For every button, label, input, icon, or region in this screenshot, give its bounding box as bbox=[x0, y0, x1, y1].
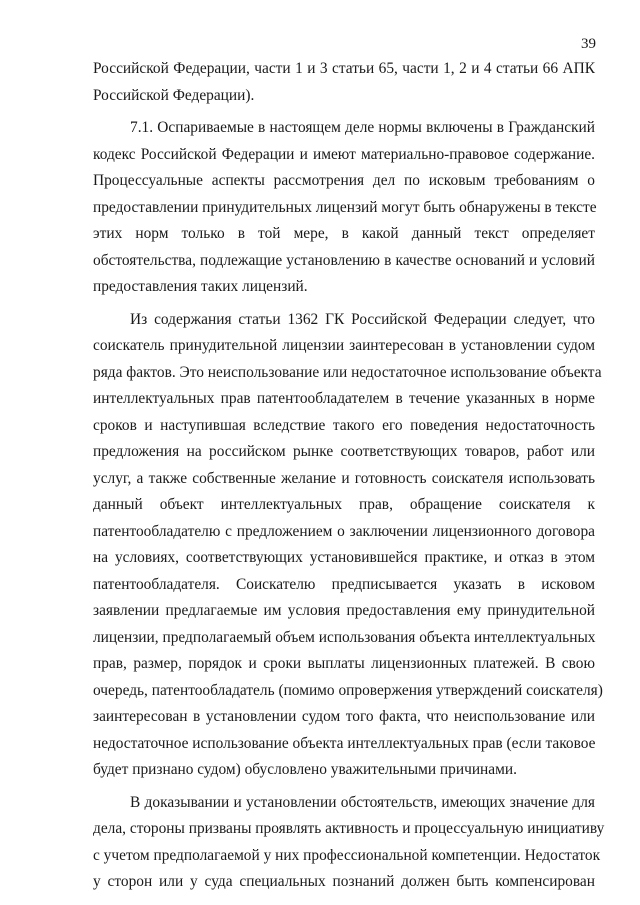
text-line: патентообладателя. Соискателю предписывается указать в исковом bbox=[93, 575, 595, 593]
text-line: заявлении предлагаемые им условия предоставления ему принудительной bbox=[93, 602, 595, 619]
text-line: этих норм только в той мере, в какой данный текст определяет bbox=[93, 225, 595, 242]
text-line: интеллектуальных прав патентообладателем в течение указанных в норме bbox=[93, 390, 595, 407]
page-number: 39 bbox=[581, 36, 596, 52]
text-line: очередь, патентообладатель (помимо опровержения утверждений соискателя) bbox=[93, 681, 603, 699]
text-line: Процессуальные аспекты рассмотрения дел по исковым требованиям о bbox=[93, 172, 595, 189]
text-line: прав, размер, порядок и сроки выплаты лицензионных платежей. В свою bbox=[93, 655, 595, 672]
text-line: предоставлении принудительных лицензий могут быть обнаружены в тексте bbox=[93, 198, 597, 216]
text-line: 7.1. Оспариваемые в настоящем деле нормы включены в Гражданский bbox=[130, 119, 595, 136]
text-line: у сторон или у суда специальных познаний должен быть компенсирован bbox=[93, 873, 595, 890]
text-line: ряда фактов. Это неиспользование или недостаточное использование объекта bbox=[93, 363, 602, 381]
text-line: заинтересован в установлении судом того факта, что неиспользование или bbox=[93, 708, 595, 725]
text-line: на условиях, соответствующих установившейся практике, и отказ в этом bbox=[93, 549, 595, 566]
text-line: будет признано судом) обусловлено уважительными причинами. bbox=[93, 761, 517, 778]
text-line: соискатель принудительной лицензии заинтересован в установлении судом bbox=[93, 337, 595, 354]
text-line: лицензии, предполагаемый объем использования объекта интеллектуальных bbox=[93, 628, 596, 646]
text-line: недостаточное использование объекта интеллектуальных прав (если таковое bbox=[93, 734, 596, 752]
text-line: Российской Федерации). bbox=[93, 86, 255, 104]
text-line: сроков и наступившая вследствие такого его поведения недостаточность bbox=[93, 416, 595, 434]
paragraph bbox=[93, 307, 603, 784]
paragraph bbox=[93, 56, 595, 109]
document-body bbox=[93, 56, 605, 896]
text-line: услуг, а также собственные желание и готовность соискателя использовать bbox=[93, 469, 595, 487]
text-line: патентообладателю с предложением о заключении лицензионного договора bbox=[93, 522, 595, 540]
text-line: кодекс Российской Федерации и имеют материально-правовое содержание. bbox=[93, 145, 595, 163]
text-line: дела, стороны призваны проявлять активность и процессуальную инициативу bbox=[93, 820, 605, 837]
text-line: предоставления таких лицензий. bbox=[93, 278, 308, 295]
text-line: Российской Федерации, части 1 и 3 статьи 65, части 1, 2 и 4 статьи 66 АПК bbox=[93, 60, 595, 77]
text-line: Из содержания статьи 1362 ГК Российской Федерации следует, что bbox=[130, 310, 595, 328]
text-line: данный объект интеллектуальных прав, обращение соискателя к bbox=[93, 496, 595, 513]
text-line: предложения на российском рынке соответствующих товаров, работ или bbox=[93, 443, 595, 460]
paragraph bbox=[93, 115, 595, 301]
text-line: с учетом предполагаемой у них профессиональной компетенции. Недостаток bbox=[93, 846, 601, 864]
text-line: обстоятельства, подлежащие установлению в качестве оснований и условий bbox=[93, 251, 595, 269]
paragraph bbox=[93, 790, 605, 896]
text-line: В доказывании и установлении обстоятельств, имеющих значение для bbox=[130, 793, 595, 811]
